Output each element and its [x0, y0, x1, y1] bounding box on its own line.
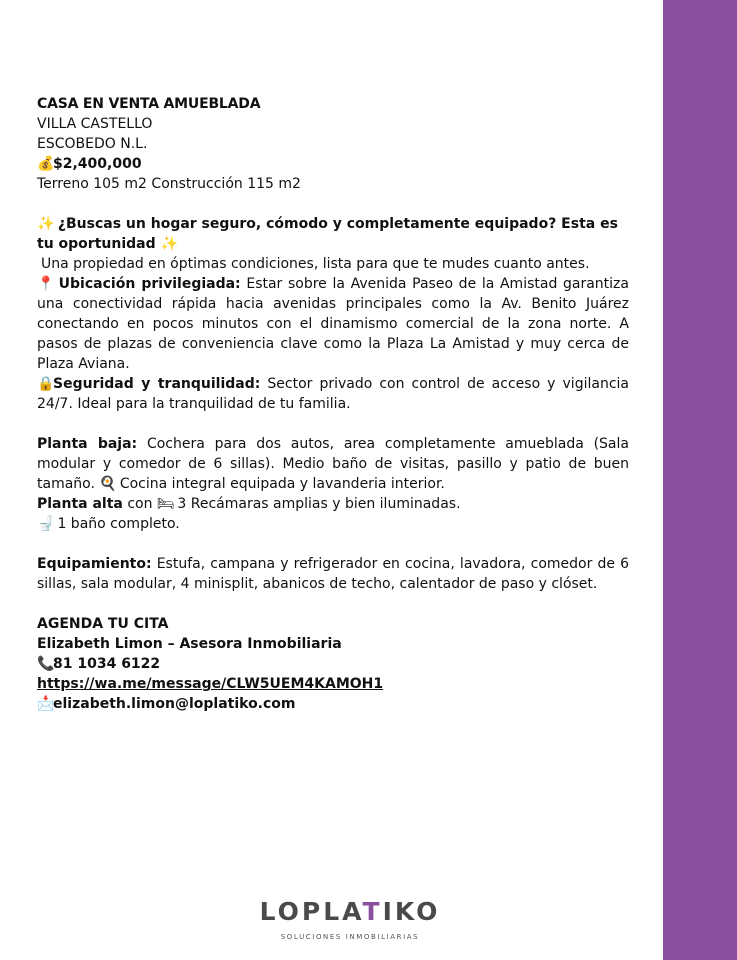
intro-headline [37, 214, 629, 254]
link-line [37, 674, 629, 694]
sizes: Terreno 105 m2 Construcción 115 m2 [37, 176, 301, 192]
bath-text: 1 baño completo. [57, 516, 180, 532]
location-label: Ubicación privilegiada: [58, 276, 241, 292]
kitchen-text: Cocina integral equipada y lavanderia interior. [119, 476, 445, 492]
email-line [37, 694, 629, 714]
agent-name: Elizabeth Limon – Asesora Inmobiliaria [37, 636, 342, 652]
money-bag-icon: 💰 [37, 156, 55, 172]
company-logo [250, 897, 450, 941]
equipment-paragraph [37, 554, 629, 594]
lock-icon: 🔒 [37, 376, 55, 392]
pin-icon: 📍 [37, 276, 55, 292]
contact-cta: AGENDA TU CITA [37, 616, 169, 632]
upper-floor-connector: con [127, 496, 153, 512]
listing-content [37, 94, 629, 714]
envelope-icon: 📩 [37, 696, 55, 712]
price-line [37, 154, 629, 174]
bed-icon: 🛏 [156, 496, 175, 512]
listing-title: CASA EN VENTA AMUEBLADA [37, 96, 261, 112]
logo-accent-letter: T [362, 897, 383, 926]
security-text: Sector privado con control de acceso y vigilancia 24/7. Ideal para la tranquilidad de tu familia. [37, 376, 629, 412]
phone-line [37, 654, 629, 674]
toilet-icon: 🚽 [37, 516, 55, 532]
intro-lead: Una propiedad en óptimas condiciones, lista para que te mudes cuanto antes. [41, 256, 590, 272]
equipment-label: Equipamiento: [37, 556, 152, 572]
logo-tagline: SOLUCIONES INMOBILIARIAS [280, 933, 420, 941]
whatsapp-link[interactable]: https://wa.me/message/CLW5UEM4KAMOH1 [37, 676, 384, 692]
sparkles-icon-end: ✨ [160, 236, 178, 252]
phone-icon: 📞 [37, 656, 55, 672]
sidebar-accent-bar [663, 0, 737, 960]
bath-line [37, 514, 629, 534]
ground-floor-paragraph [37, 434, 629, 494]
logo-wordmark: LOPLATIKO [259, 897, 441, 926]
security-label: Seguridad y tranquilidad: [53, 376, 261, 392]
sparkles-icon: ✨ [37, 216, 55, 232]
location-paragraph [37, 274, 629, 374]
bedrooms-text: 3 Recámaras amplias y bien iluminadas. [177, 496, 461, 512]
ground-floor-label: Planta baja: [37, 436, 138, 452]
upper-floor-label: Planta alta [37, 496, 123, 512]
development-name: VILLA CASTELLO [37, 116, 153, 132]
phone-number[interactable]: 81 1034 6122 [53, 656, 161, 672]
price: $2,400,000 [53, 156, 142, 172]
upper-floor-line [37, 494, 629, 514]
equipment-text: Estufa, campana y refrigerador en cocina, lavadora, comedor de 6 sillas, sala modular, 4 minisplit, abanicos de techo, calentador de paso y clóset. [37, 556, 629, 592]
frying-pan-icon: 🍳 [99, 476, 117, 492]
intro-headline-text: ¿Buscas un hogar seguro, cómodo y completamente equipado? Esta es tu oportunidad [37, 216, 618, 252]
location-text: Estar sobre la Avenida Paseo de la Amistad garantiza una conectividad rápida hacia avenidas principales como la Av. Benito Juárez conectando en pocos minutos con el dinamismo comercial de la zona norte. A pasos de plazas de conveniencia clave como la Plaza La Amistad y muy cerca de Plaza Aviana. [37, 276, 629, 372]
email-address[interactable]: elizabeth.limon@loplatiko.com [53, 696, 296, 712]
ground-floor-text: Cochera para dos autos, area completamente amueblada (Sala modular y comedor de 6 sillas). Medio baño de visitas, pasillo y patio de buen tamaño. [37, 436, 629, 492]
city: ESCOBEDO N.L. [37, 136, 148, 152]
security-paragraph [37, 374, 629, 414]
